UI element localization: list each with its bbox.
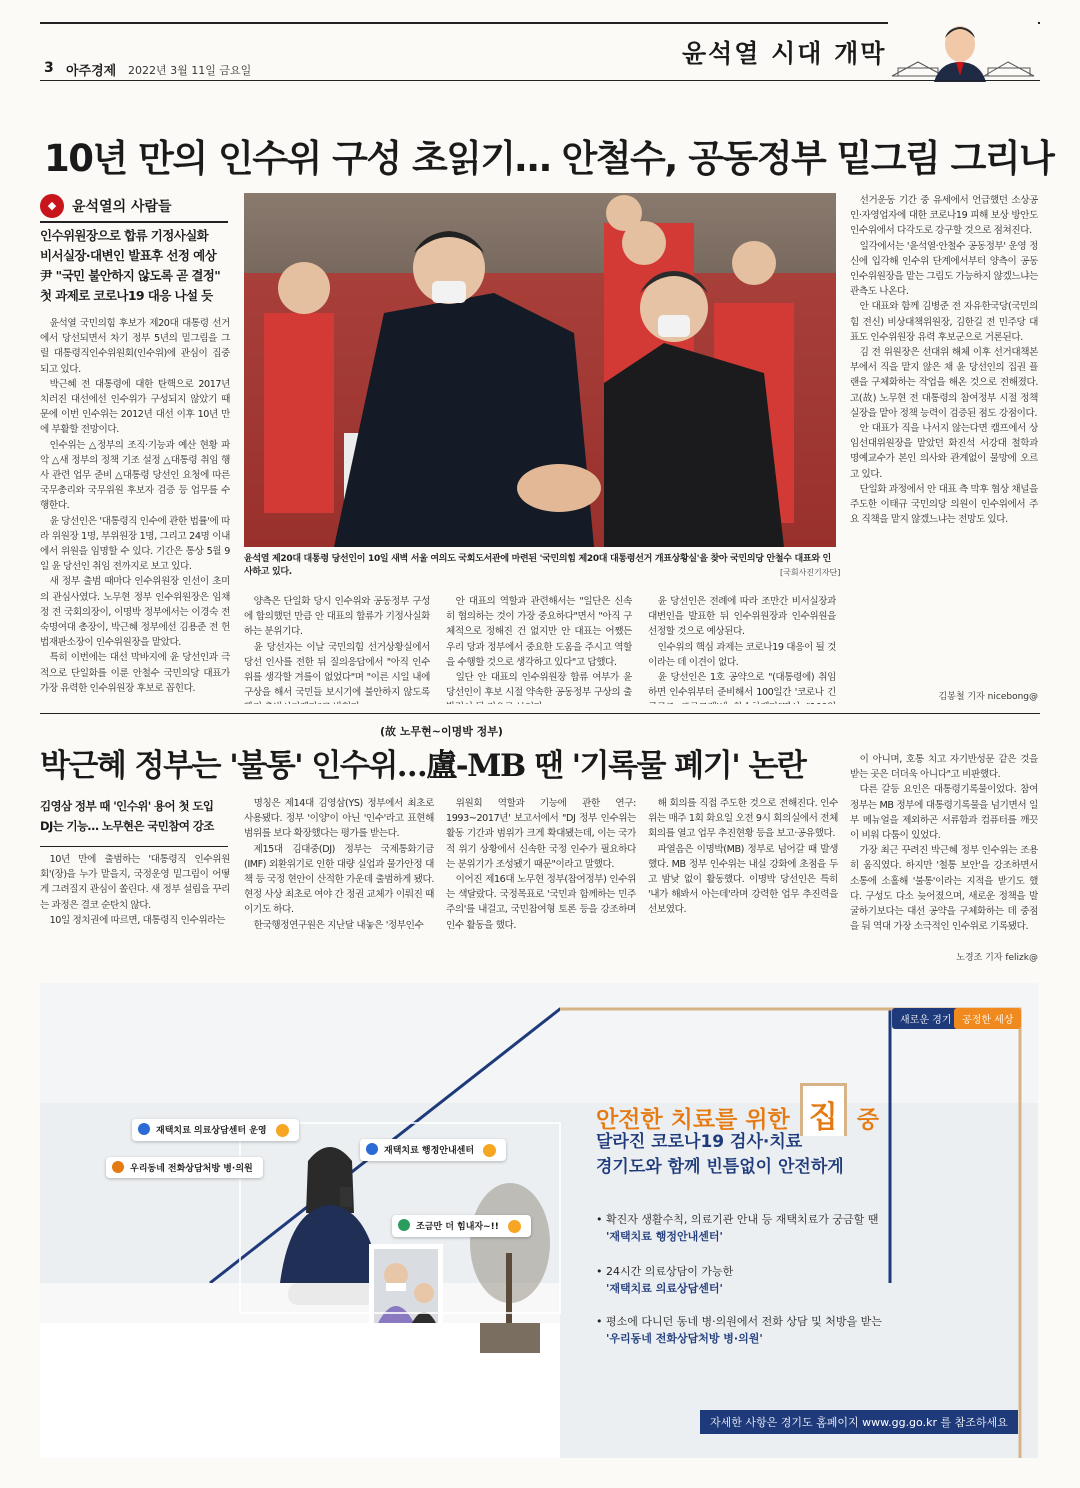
paragraph: 김 전 위원장은 선대위 해체 이후 선거대책본부에서 직을 맡지 않은 채 윤 당선인의 집권 플랜을 구체화하는 작업을 해온 것으로 전해졌다. 고(故) 노무현 전 대통령의 참여정부 시절 정책실장을 맡아 정책 능력이 검증된 점도 강점이다. xyxy=(850,347,1038,419)
page-number: 3 xyxy=(44,60,54,76)
subhead: 尹 "국민 불안하지 않도록 곧 결정" xyxy=(40,268,221,283)
subhead: 김영삼 정부 때 '인수위' 용어 첫 도입 xyxy=(40,799,214,813)
paragraph: 10년 만에 출범하는 '대통령직 인수위원회'(장)을 누가 맡을지, 국정운영 밑그림이 어떻게 그려질지 관심이 쏠린다. 새 정부 설립을 꾸리는 과정은 결코 순탄치 않다. xyxy=(40,854,230,911)
section-divider xyxy=(40,713,1040,714)
paragraph: 이 아니며, 호통 치고 자기반성문 같은 것을 받는 곳은 더더욱 아니다"고 비판했다. xyxy=(850,754,1038,781)
paragraph: 양측은 단일화 당시 인수위와 공동정부 구성에 합의했던 만큼 안 대표의 합류가 기정사실화하는 분위기다. xyxy=(244,596,430,638)
story2-subheads xyxy=(40,796,230,836)
ad-item: • 평소에 다니던 동네 병·의원에서 전화 상담 및 처방을 받는 '우리동네 전화상담처방 병·의원' xyxy=(596,1315,882,1345)
story1-column-1 xyxy=(40,316,230,698)
paragraph: 파열음은 이명박(MB) 정부로 넘어갈 때 발생했다. MB 정부 인수위는 내실 강화에 초점을 두고 밤낮 없이 활동했다. 이명박 당선인은 특히 '내가 해봐서 아는데'라며 강력한 업무 추진력을 선보였다. xyxy=(648,843,838,916)
location-pin-icon xyxy=(366,1143,378,1155)
story2-kicker: (故 노무현~이명박 정부) xyxy=(380,725,503,738)
photo-caption: 윤석열 제20대 대통령 당선인이 10일 새벽 서울 여의도 국회도서관에 마련된 '국민의힘 제20대 대통령선거 개표상황실'을 찾아 국민의당 안철수 대표와 인사하고 있다. xyxy=(244,554,831,577)
series-title: 윤석열 시대 개막 xyxy=(682,39,887,68)
paragraph: 윤 당선인은 '대통령직 인수에 관한 법률'에 따라 위원장 1명, 부위원장 1명, 그리고 24명 이내에서 위원을 임명할 수 있다. 기간은 통상 5월 9일 윤 당선인 취임 전까지로 보고 있다. xyxy=(40,515,230,573)
paragraph: 이어진 제16대 노무현 정부(참여정부) 인수위는 색달랐다. 국정목표로 '국민과 함께하는 민주주의'를 내걸고, 국민참여형 토론 등을 강조하며 인수 활동을 했다. xyxy=(446,874,636,931)
ad-badge-new-gyeonggi: 새로운 경기 xyxy=(892,1008,959,1029)
paragraph: 윤석열 국민의힘 후보가 제20대 대통령 선거에서 당선되면서 차기 정부 5년의 밑그림을 그릴 대통령직인수위원회(인수위)에 관심이 집중되고 있다. xyxy=(40,318,230,375)
newspaper-name: 아주경제 xyxy=(66,64,117,79)
ad-item: • 확진자 생활수칙, 의료기관 안내 등 재택치료가 궁금할 땐 '재택치료 행정안내센터' xyxy=(596,1213,879,1243)
location-pin-icon xyxy=(138,1123,150,1135)
smile-icon xyxy=(483,1144,496,1157)
paragraph: 윤 당선인은 1호 공약으로 "(대통령에) 취임하면 인수위부터 준비해서 100일간 '코로나 긴 xyxy=(648,672,836,699)
paragraph: 안 대표의 역할과 관련해서는 "일단은 신속히 협의하는 것이 가장 중요하다"면서 "아직 구체적으로 정해진 건 없지만 안 대표는 어쨌든 우리 당과 정부에서 중요한 도움을 주시고 역할을 수행할 것으로 생각하고 있다"고 답했다. xyxy=(446,596,632,668)
story2-subhead-rule xyxy=(40,846,228,847)
smile-icon xyxy=(276,1124,289,1137)
location-pin-icon xyxy=(398,1219,410,1231)
photo-credit: [국회사진기자단] xyxy=(780,568,841,577)
section-tag-icon: ◆ xyxy=(40,194,64,218)
ad-badge-fair-world: 공정한 세상 xyxy=(954,1008,1021,1029)
paragraph: 일단 안 대표의 인수위원장 합류 여부가 윤 당선인이 후보 시절 약속한 공동정부 구상의 출 xyxy=(446,672,632,699)
paragraph: 명칭은 제14대 김영삼(YS) 정부에서 최초로 사용됐다. 정부 '이양'이 아닌 '인수'라고 표현해 범위를 보다 확장했다는 평가를 받는다. xyxy=(244,798,434,840)
paragraph: 윤 당선자는 이날 국민의힘 선거상황실에서 당선 인사를 전한 뒤 질의응답에서 "아직 인수위를 생각할 겨를이 없었다"며 "이른 시일 내에 구상을 해서 국민들 보시기에 불안하지 않도록 xyxy=(244,641,430,699)
paragraph: 위원회 역할과 기능에 관한 연구: 1993~2017년' 보고서에서 "DJ 정부 인수위는 활동 기간과 범위가 크게 확대됐는데, 이는 국가적 위기 상황에서 신속한 국정 인수가 필요하다는 분위기가 조성됐기 때문"이라고 말했다. xyxy=(446,798,636,870)
section-tag-label: 윤석열의 사람들 xyxy=(72,199,172,215)
location-pin-icon xyxy=(112,1161,124,1173)
paragraph: 특히 이번에는 대선 막바지에 윤 당선인과 극적으로 단일화를 이룬 안철수 국민의당 대표가 가장 유력한 인수위원장 후보로 꼽힌다. xyxy=(40,652,230,694)
ad-bubble: 조금만 더 힘내자~!! xyxy=(392,1215,531,1237)
story1-subheads xyxy=(40,226,230,306)
subhead: 첫 과제로 코로나19 대응 나설 듯 xyxy=(40,288,213,303)
paragraph: 박근혜 전 대통령에 대한 탄핵으로 2017년 치러진 대선에선 인수위가 구성되지 않았기 때문에 이번 인수위는 2012년 대선 이후 10년 만에 부활할 전망이다. xyxy=(40,378,230,436)
news-photo xyxy=(244,193,836,547)
story2-column-1 xyxy=(40,852,230,964)
ad-footer: 자세한 사항은 경기도 홈페이지 www.gg.go.kr 를 참조하세요 xyxy=(700,1410,1018,1434)
story1-byline: 김봉철 기자 nicebong@ xyxy=(938,692,1038,702)
president-portrait-illustration xyxy=(888,18,1038,82)
paragraph: 선거운동 기간 중 유세에서 언급했던 소상공인·자영업자에 대한 코로나19 피해 보상 방안도 인수위에서 다각도로 강구할 것으로 점쳐진다. xyxy=(850,195,1038,237)
paragraph: 인수위는 △정부의 조직·기능과 예산 현황 파악 △새 정부의 정책 기조 설정 △대통령 취임 행사 관련 업무 준비 △대통령 당선인 요청에 따른 국무총리와 국무위원 후보자 검증 등 업무를 수행한다. xyxy=(40,439,230,512)
section-tag xyxy=(40,193,228,219)
story2-column-4 xyxy=(648,796,838,964)
paragraph: 해 회의를 직접 주도한 것으로 전해진다. 인수위는 매주 1회 화요일 오전 9시 회의실에서 전체회의를 열고 업무 추진현황 등을 보고·공유했다. xyxy=(648,798,838,840)
story1-column-3 xyxy=(446,594,632,704)
paragraph: 인수위의 핵심 과제는 코로나19 대응이 될 것이라는 데 이견이 없다. xyxy=(648,641,836,668)
story2-byline: 노경조 기자 felizk@ xyxy=(956,953,1038,963)
paragraph: 안 대표가 직을 나서지 않는다면 캠프에서 상임선대위원장을 맡았던 화진석 서강대 철학과 명예교수가 본인 의사와 관계없이 물망에 오르고 있다. xyxy=(850,423,1038,480)
paragraph: 한국행정연구원은 지난달 내놓은 '정부인수 xyxy=(253,919,424,931)
story2-column-3 xyxy=(446,796,636,964)
smile-icon xyxy=(508,1220,521,1233)
paragraph: 단일화 과정에서 안 대표 측 막후 협상 채널을 주도한 이태규 국민의당 의원이 인수위에서 주요 직책을 맡지 않겠느냐는 전망도 있다. xyxy=(850,483,1038,526)
header-bottom-rule xyxy=(40,80,1040,81)
ad-subtitle: 달라진 코로나19 검사·치료 경기도와 함께 빈틈없이 안전하게 xyxy=(596,1132,844,1177)
subhead: 비서실장·대변인 발표후 선정 예상 xyxy=(40,248,217,263)
paragraph: 10일 정치권에 따르면, 대통령직 인수위라는 xyxy=(49,914,225,926)
paragraph: 일각에서는 '윤석열·안철수 공동정부' 운영 정신에 입각해 인수위 단계에서부터 양측이 공동 인수위원장을 맡는 그림도 가능하지 않겠느냐는 관측도 나온다. xyxy=(850,240,1038,298)
advertisement xyxy=(40,983,1038,1458)
section-tag-rule xyxy=(40,221,228,223)
subhead: DJ는 기능… 노무현은 국민참여 강조 xyxy=(40,819,214,833)
paragraph: 다른 갈등 요인은 대통령기록물이었다. 참여정부는 MB 정부에 대통령기록물을 넘기면서 일부 메뉴얼을 제외하곤 서류함과 컴퓨터를 깨끗이 비워 다툼이 있었다. xyxy=(850,784,1038,842)
ad-bubble: 재택치료 행정안내센터 xyxy=(360,1139,506,1161)
ad-title-house: 집 xyxy=(800,1083,847,1136)
story1-column-4 xyxy=(648,594,836,704)
subhead: 인수위원장으로 합류 기정사실화 xyxy=(40,228,209,243)
story1-column-right xyxy=(850,193,1038,698)
main-headline: 10년 만의 인수위 구성 초읽기… 안철수, 공동정부 밑그림 그리나 xyxy=(44,137,1054,180)
issue-date: 2022년 3월 11일 금요일 xyxy=(128,64,252,77)
story2-column-right xyxy=(850,752,1038,952)
paragraph: 새 정부 출범 때마다 인수위원장 인선이 초미의 관심사였다. 노무현 정부 인수위원장은 임채정 전 국회의장이, 이명박 정부에서는 이경숙 전 숙명여대 총장이, 박근혜 정부에선 김용준 전 헌법재판소장이 인수위원장을 맡았다. xyxy=(40,576,230,649)
paragraph: 안 대표와 함께 김병준 전 자유한국당(국민의힘 전신) 비상대책위원장, 김한길 전 민주당 대표도 인수위원장 유력 후보군으로 거론된다. xyxy=(850,301,1038,343)
ad-item: • 24시간 의료상담이 가능한 '재택치료 의료상담센터' xyxy=(596,1265,734,1295)
paragraph: 윤 당선인은 전례에 따라 조만간 비서실장과 대변인을 발표한 뒤 인수위원장과 인수위원을 선정할 것으로 예상된다. xyxy=(648,596,836,638)
paragraph: 제15대 김대중(DJ) 정부는 국제통화기금(IMF) 외환위기로 인한 대량 실업과 물가안정 대책 등 국정 현안이 산적한 가운데 출범하게 됐다. 현정 사상 최초로 여야 간 정권 교체가 이뤄진 때이기도 하다. xyxy=(244,843,434,916)
story2-headline: 박근혜 정부는 '불통' 인수위…盧-MB 땐 '기록물 폐기' 논란 xyxy=(40,748,806,784)
story1-column-2 xyxy=(244,594,430,704)
ad-bubble: 재택치료 의료상담센터 운영 xyxy=(132,1119,299,1141)
ad-title: 안전한 치료를 위한 집 중 xyxy=(596,1083,879,1136)
ad-background-illustration xyxy=(40,983,1038,1458)
paragraph: 가장 최근 꾸려진 박근혜 정부 인수위는 조용히 움직였다. 하지만 '철통 보안'을 강조하면서 소통에 소홀해 '불통'이라는 지적을 받기도 했다. 구성도 다소 늦어졌으며, 새로운 정책을 발굴하기보다는 대선 공약을 구체화하는 데 중점을 둬 역대 가장 소극적인 인수위로 기록됐다. xyxy=(850,845,1038,933)
ad-bubble: 우리동네 전화상담처방 병·의원 xyxy=(106,1157,263,1178)
story2-column-2 xyxy=(244,796,434,964)
